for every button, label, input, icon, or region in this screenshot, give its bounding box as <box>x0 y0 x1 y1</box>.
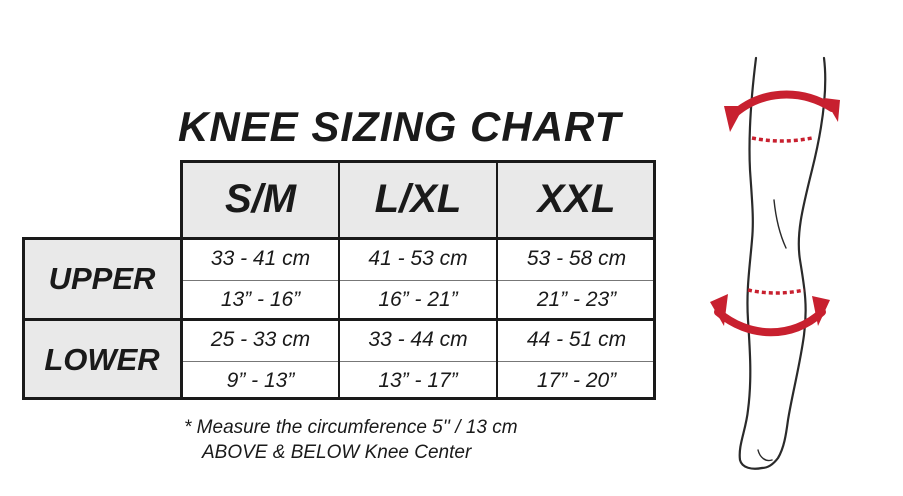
border <box>22 237 25 400</box>
leg-measurement-illustration <box>700 50 850 475</box>
lower-xxl-in: 17” - 20” <box>497 361 656 400</box>
column-header-lxl: L/XL <box>339 160 497 238</box>
lower-circumference-arrow <box>710 294 830 332</box>
lower-lxl-cm: 33 - 44 cm <box>339 319 497 361</box>
border <box>180 160 656 163</box>
sizing-table <box>22 160 656 400</box>
lower-sm-cm: 25 - 33 cm <box>182 319 339 361</box>
leg-outline-right <box>762 58 825 468</box>
divider <box>182 361 656 362</box>
lower-xxl-cm: 44 - 51 cm <box>497 319 656 361</box>
leg-heel-line <box>758 450 772 461</box>
row-header-upper: UPPER <box>22 238 182 319</box>
leg-outline-left <box>740 58 762 469</box>
upper-lxl-cm: 41 - 53 cm <box>339 238 497 280</box>
border <box>180 160 183 400</box>
lower-measure-line <box>748 290 804 293</box>
column-header-xxl: XXL <box>497 160 656 238</box>
upper-sm-cm: 33 - 41 cm <box>182 238 339 280</box>
lower-lxl-in: 13” - 17” <box>339 361 497 400</box>
lower-sm-in: 9” - 13” <box>182 361 339 400</box>
upper-lxl-in: 16” - 21” <box>339 280 497 319</box>
note-line-2: ABOVE & BELOW Knee Center <box>202 442 472 463</box>
note-line-1: * Measure the circumference 5'' / 13 cm <box>184 417 518 438</box>
upper-sm-in: 13” - 16” <box>182 280 339 319</box>
chart-title: KNEE SIZING CHART <box>178 103 622 150</box>
upper-measure-line <box>752 138 812 141</box>
column-header-sm: S/M <box>182 160 339 238</box>
leg-knee-line <box>774 200 786 248</box>
border <box>496 160 498 400</box>
measurement-note <box>184 415 518 465</box>
divider <box>182 280 656 281</box>
border <box>653 160 656 400</box>
border <box>338 160 340 400</box>
upper-xxl-cm: 53 - 58 cm <box>497 238 656 280</box>
row-header-lower: LOWER <box>22 319 182 400</box>
upper-xxl-in: 21” - 23” <box>497 280 656 319</box>
